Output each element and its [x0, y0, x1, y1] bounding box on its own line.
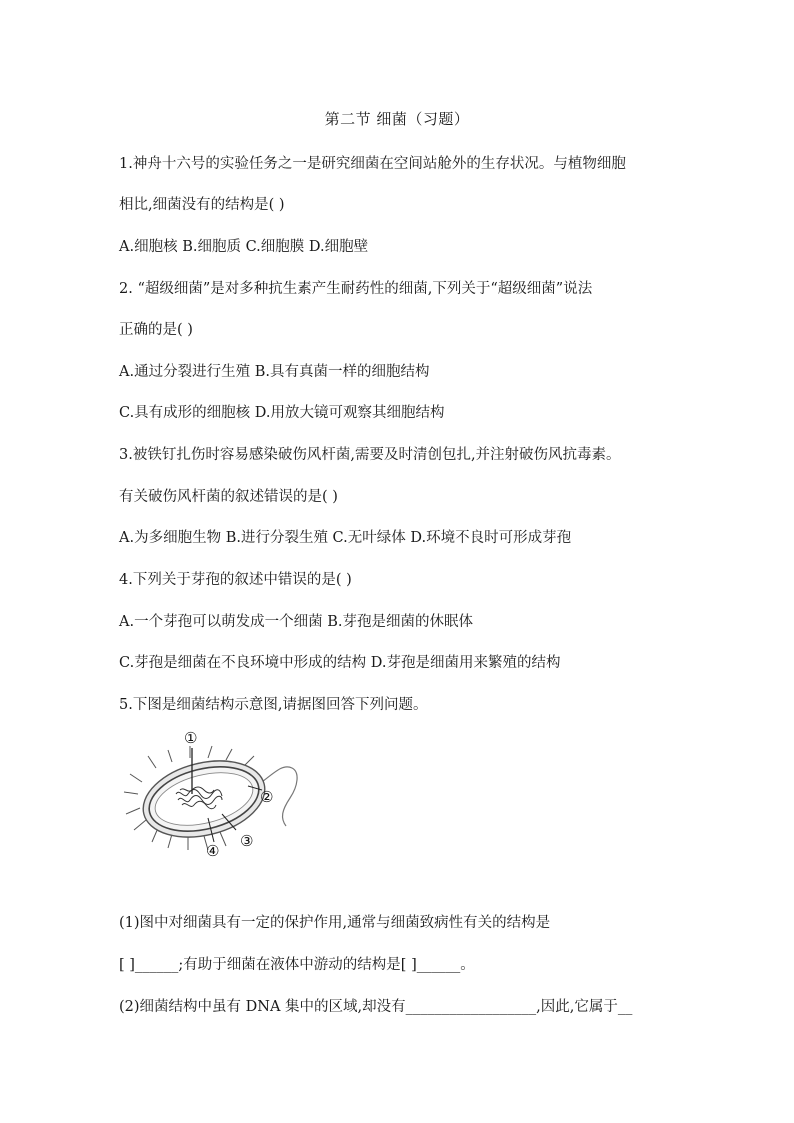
bacteria-diagram: [112, 722, 312, 862]
q5-sub2-line1: (2)细菌结构中虽有 DNA 集中的区域,却没有__________________,因此,它属于__: [119, 999, 633, 1015]
q1-stem-line1: 1.神舟十六号的实验任务之一是研究细菌在空间站舱外的生存状况。与植物细胞: [119, 156, 626, 172]
q5-sub1-line2: [ ]______;有助于细菌在液体中游动的结构是[ ]______。: [119, 957, 475, 973]
q2-stem-line1: 2. “超级细菌”是对多种抗生素产生耐药性的细菌,下列关于“超级细菌”说法: [119, 281, 593, 297]
q4-stem: 4.下列关于芽孢的叙述中错误的是( ): [119, 572, 352, 588]
q3-stem-line2: 有关破伤风杆菌的叙述错误的是( ): [119, 489, 338, 505]
q4-options-line1: A.一个芽孢可以萌发成一个细菌 B.芽孢是细菌的休眠体: [119, 614, 473, 630]
q2-stem-line2: 正确的是( ): [119, 322, 193, 338]
diagram-label-4: ④: [206, 842, 220, 860]
page-title: 第二节 细菌（习题）: [324, 110, 470, 128]
diagram-label-1: ①: [184, 729, 198, 747]
q5-stem: 5.下图是细菌结构示意图,请据图回答下列问题。: [119, 697, 428, 713]
q1-stem-line2: 相比,细菌没有的结构是( ): [119, 197, 285, 213]
q3-stem-line1: 3.被铁钉扎伤时容易感染破伤风杆菌,需要及时清创包扎,并注射破伤风抗毒素。: [119, 447, 621, 463]
diagram-label-2: ②: [260, 788, 274, 806]
diagram-label-3: ③: [240, 832, 254, 850]
q5-sub1-line1: (1)图中对细菌具有一定的保护作用,通常与细菌致病性有关的结构是: [119, 915, 551, 931]
q3-options: A.为多细胞生物 B.进行分裂生殖 C.无叶绿体 D.环境不良时可形成芽孢: [119, 530, 572, 546]
q2-options-line2: C.具有成形的细胞核 D.用放大镜可观察其细胞结构: [119, 405, 445, 421]
q1-options: A.细胞核 B.细胞质 C.细胞膜 D.细胞壁: [119, 239, 369, 255]
q2-options-line1: A.通过分裂进行生殖 B.具有真菌一样的细胞结构: [119, 364, 430, 380]
q4-options-line2: C.芽孢是细菌在不良环境中形成的结构 D.芽孢是细菌用来繁殖的结构: [119, 655, 561, 671]
